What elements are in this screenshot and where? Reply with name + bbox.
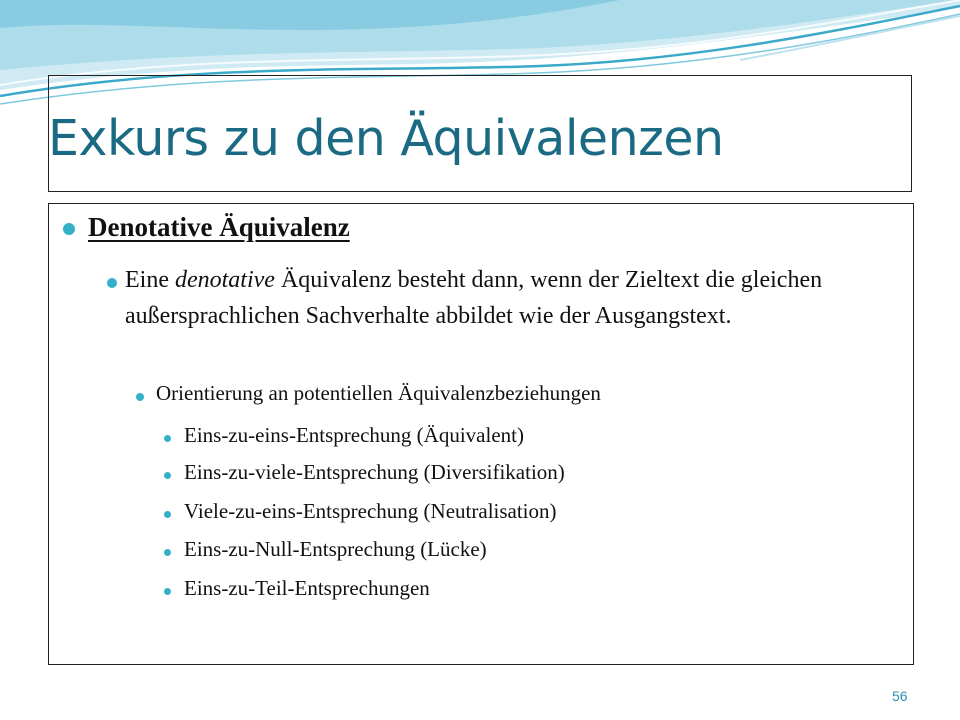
- list-item: Viele-zu-eins-Entsprechung (Neutralisation): [184, 499, 557, 523]
- bullet-level3-icon: [136, 393, 144, 401]
- list-item: Eins-zu-Null-Entsprechung (Lücke): [184, 537, 487, 561]
- bullet-level4-icon: [164, 511, 171, 518]
- subheading-orientation: Orientierung an potentiellen Äquivalenzbeziehungen: [156, 381, 601, 405]
- definition-after: Äquivalenz besteht dann, wenn der Zieltext die gleichen außersprachlichen Sachverhalte abbildet wie der Ausgangstext.: [125, 267, 823, 329]
- definition-before: Eine: [125, 267, 175, 293]
- bullet-level2-icon: [107, 278, 117, 288]
- bullet-level4-icon: [164, 472, 171, 479]
- list-item: Eins-zu-Teil-Entsprechungen: [184, 576, 430, 600]
- bullet-level1-icon: [63, 223, 75, 235]
- heading-denotative: Denotative Äquivalenz: [88, 212, 350, 242]
- bullet-level4-icon: [164, 435, 171, 442]
- definition-emphasis: denotative: [174, 267, 275, 293]
- definition-paragraph: [125, 262, 885, 334]
- bullet-level4-icon: [164, 588, 171, 595]
- list-item: Eins-zu-eins-Entsprechung (Äquivalent): [184, 423, 524, 447]
- bullet-level4-icon: [164, 549, 171, 556]
- list-item: Eins-zu-viele-Entsprechung (Diversifikation): [184, 460, 565, 484]
- page-number: 56: [892, 688, 908, 704]
- slide-title: Exkurs zu den Äquivalenzen: [48, 110, 724, 167]
